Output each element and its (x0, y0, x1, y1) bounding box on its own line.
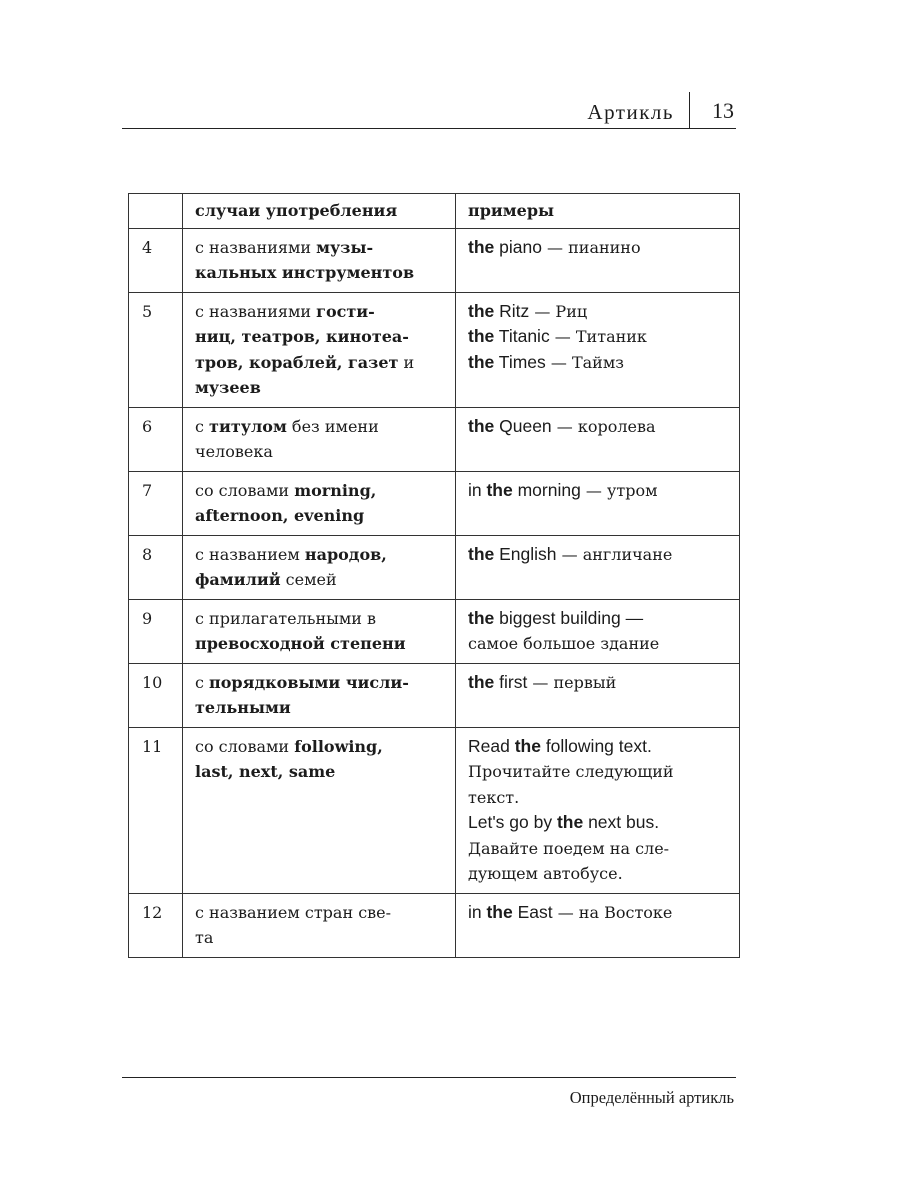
example-line (468, 670, 729, 696)
translation-text: — Риц (529, 301, 588, 321)
usage-text: семей (280, 570, 337, 589)
example-line (468, 414, 729, 440)
usage-cell (183, 535, 456, 599)
english-text: the (486, 901, 513, 922)
example-line (468, 861, 729, 887)
translation-text: Давайте поедем на сле- (468, 838, 670, 858)
table-header-row (129, 194, 740, 229)
usage-cell (183, 407, 456, 471)
example-line (468, 299, 729, 325)
usage-bold-text: фамилий (195, 570, 281, 589)
english-text: Let's go by (468, 812, 557, 832)
usage-text: со словами (195, 480, 295, 500)
translation-text: Прочитайте следующий (468, 762, 674, 781)
column-header-num (129, 194, 183, 229)
english-text: the (468, 351, 495, 372)
usage-text: человека (195, 442, 273, 461)
english-text: the (468, 671, 495, 692)
english-text: Ritz (494, 300, 530, 321)
english-text: the (486, 479, 513, 500)
english-text: Times (494, 351, 546, 372)
english-text: biggest building — (494, 607, 644, 628)
english-text: Queen (494, 415, 552, 436)
usage-text: с названием стран све- (195, 902, 392, 922)
usage-text: та (195, 928, 214, 947)
table-row (129, 599, 740, 663)
examples-cell (456, 471, 740, 535)
examples-cell (456, 727, 740, 893)
english-text: in (468, 901, 487, 922)
examples-cell (456, 893, 740, 957)
examples-cell (456, 407, 740, 471)
example-line (468, 350, 729, 376)
usage-text: со словами (195, 736, 295, 756)
example-line (468, 235, 729, 261)
english-text: the (468, 236, 495, 257)
usage-text: с названиями (195, 237, 317, 257)
table-row (129, 407, 740, 471)
usage-bold-text: afternoon, evening (195, 506, 365, 525)
row-number: 9 (129, 599, 183, 663)
usage-bold-text: титулом (209, 416, 287, 436)
translation-text: самое большое здание (468, 634, 660, 653)
english-text: the (468, 543, 495, 564)
row-number: 7 (129, 471, 183, 535)
table-row (129, 292, 740, 407)
row-number: 10 (129, 663, 183, 727)
usage-bold-text: last, next, same (195, 762, 336, 781)
examples-cell (456, 663, 740, 727)
usage-cell (183, 727, 456, 893)
row-number: 5 (129, 292, 183, 407)
footer-title: Определённый артикль (569, 1088, 734, 1107)
usage-bold-text: тельными (195, 698, 291, 717)
example-line (468, 836, 729, 862)
examples-cell (456, 535, 740, 599)
table-row (129, 535, 740, 599)
english-text: piano (494, 236, 542, 257)
english-text: in (468, 479, 487, 500)
row-number: 12 (129, 893, 183, 957)
column-header-examples: примеры (456, 194, 740, 229)
usage-bold-text: тров, кораблей, газет (195, 352, 399, 372)
usage-bold-text: порядковыми числи- (209, 672, 409, 692)
translation-text: — королева (551, 416, 656, 436)
usage-text: с прилагательными в (195, 608, 377, 628)
examples-cell (456, 228, 740, 292)
example-line (468, 734, 729, 760)
english-text: Titanic (494, 326, 550, 346)
translation-text: — утром (580, 480, 658, 500)
examples-cell (456, 599, 740, 663)
usage-bold-text: музеев (195, 378, 261, 397)
usage-bold-text: following, (294, 736, 383, 756)
example-line (468, 631, 729, 657)
translation-text: — англичане (556, 544, 673, 564)
usage-bold-text: музы- (316, 237, 374, 257)
usage-cell (183, 471, 456, 535)
usage-text: с названиями (195, 301, 317, 321)
usage-text: с (195, 672, 210, 692)
examples-cell (456, 292, 740, 407)
usage-bold-text: гости- (316, 301, 375, 321)
translation-text: дующем автобусе. (468, 864, 623, 883)
example-line (468, 900, 729, 926)
usage-bold-text: превосходной степени (195, 634, 406, 653)
example-line (468, 606, 729, 632)
header-title: Артикль (587, 100, 674, 124)
row-number: 6 (129, 407, 183, 471)
row-number: 4 (129, 228, 183, 292)
usage-bold-text: кальных инструментов (195, 263, 415, 282)
english-text: the (468, 607, 495, 628)
translation-text: — Титаник (549, 327, 647, 346)
footer-rule (122, 1077, 736, 1078)
english-text: English (494, 543, 557, 564)
usage-text: с (195, 416, 210, 436)
table-row (129, 663, 740, 727)
example-line (468, 542, 729, 568)
example-line (468, 759, 729, 785)
running-header (122, 92, 736, 129)
english-text: East (512, 901, 553, 922)
translation-text: — на Востоке (552, 902, 673, 922)
english-text: first (494, 671, 528, 692)
english-text: the (468, 415, 495, 436)
translation-text: текст. (468, 787, 520, 807)
translation-text: — пианино (541, 237, 641, 257)
example-line (468, 810, 729, 836)
table-row (129, 228, 740, 292)
page-number: 13 (712, 98, 734, 123)
usage-cell (183, 663, 456, 727)
example-line (468, 478, 729, 504)
row-number: 11 (129, 727, 183, 893)
english-text: next bus. (583, 812, 660, 832)
translation-text: — Таймз (545, 352, 625, 372)
usage-text: с названием (195, 544, 305, 564)
usage-text: и (398, 352, 415, 372)
english-text: morning (512, 479, 581, 500)
example-line (468, 324, 729, 350)
english-text: the (514, 735, 541, 756)
column-header-usage: случаи употребления (183, 194, 456, 229)
example-line (468, 785, 729, 811)
usage-cell (183, 228, 456, 292)
english-text: the (468, 300, 495, 321)
usage-bold-text: ниц, театров, кинотеа- (195, 327, 409, 346)
english-text: the (556, 812, 584, 832)
usage-bold-text: народов, (304, 544, 387, 564)
header-divider (689, 92, 691, 128)
usage-text: без имени (286, 416, 379, 436)
table-row (129, 893, 740, 957)
usage-cell (183, 292, 456, 407)
english-text: the (468, 326, 495, 346)
usage-cell (183, 599, 456, 663)
english-text: following text. (540, 735, 652, 756)
usage-bold-text: morning, (294, 480, 377, 500)
english-text: Read (468, 735, 515, 756)
table-row (129, 471, 740, 535)
translation-text: — первый (527, 672, 617, 692)
table-row (129, 727, 740, 893)
article-usage-table (128, 193, 740, 958)
row-number: 8 (129, 535, 183, 599)
usage-cell (183, 893, 456, 957)
